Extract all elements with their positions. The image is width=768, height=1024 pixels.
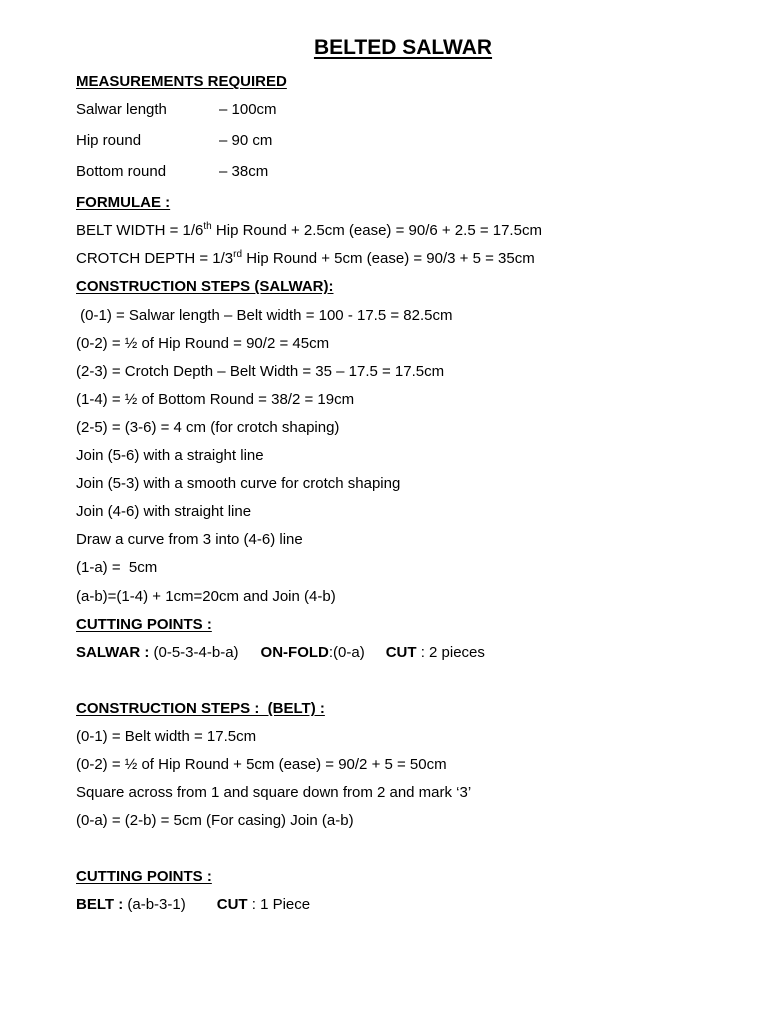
salwar-step: (1-a) = 5cm: [76, 559, 158, 576]
cut-value: : 2 pieces: [416, 644, 485, 661]
belt-step: (0-a) = (2-b) = 5cm (For casing) Join (a-b): [76, 812, 354, 829]
belt-step: Square across from 1 and square down from 2 and mark ‘3’: [76, 784, 472, 801]
salwar-step: Join (5-3) with a smooth curve for crotch shaping: [76, 475, 401, 492]
measurement-row: [76, 100, 277, 120]
measurement-row: [76, 131, 272, 151]
formula-text: BELT WIDTH = 1/6: [76, 222, 204, 239]
measurement-row: [76, 162, 268, 182]
salwar-step: (2-3) = Crotch Depth – Belt Width = 35 – 17.5 = 17.5cm: [76, 363, 445, 380]
cut-label: CUT: [216, 896, 248, 913]
formula-text: Hip Round + 5cm (ease) = 90/3 + 5 = 35cm: [242, 250, 535, 267]
cut-value: (a-b-3-1): [123, 896, 186, 913]
formula-superscript: rd: [233, 249, 243, 260]
cut-value: :(0-a): [328, 644, 365, 661]
formula-text: CROTCH DEPTH = 1/3: [76, 250, 234, 267]
salwar-step: Join (4-6) with straight line: [76, 503, 252, 520]
cut-value: (0-5-3-4-b-a): [149, 644, 239, 661]
crotch-depth-formula: [76, 249, 535, 269]
formula-superscript: th: [203, 221, 212, 232]
belt-width-formula: [76, 221, 542, 241]
salwar-step: (a-b)=(1-4) + 1cm=20cm and Join (4-b): [76, 588, 336, 605]
salwar-step: (0-2) = ½ of Hip Round = 90/2 = 45cm: [76, 335, 330, 352]
salwar-step: (0-1) = Salwar length – Belt width = 100 - 17.5 = 82.5cm: [76, 307, 453, 324]
cut-value: : 1 Piece: [247, 896, 311, 913]
belt-step: (0-1) = Belt width = 17.5cm: [76, 728, 257, 745]
page-title: BELTED SALWAR: [313, 36, 493, 59]
salwar-cutting-heading: CUTTING POINTS :: [76, 616, 212, 633]
measurement-label: Salwar length: [76, 101, 167, 118]
salwar-step: (2-5) = (3-6) = 4 cm (for crotch shaping): [76, 419, 340, 436]
salwar-step: Join (5-6) with a straight line: [76, 447, 264, 464]
belt-cutting-line: [76, 895, 310, 915]
belt-steps-heading: CONSTRUCTION STEPS : (BELT) :: [76, 700, 325, 717]
measurement-label: Hip round: [76, 132, 142, 149]
cut-label: SALWAR :: [76, 644, 150, 661]
formula-text: Hip Round + 2.5cm (ease) = 90/6 + 2.5 = 17.5cm: [211, 222, 542, 239]
salwar-step: (1-4) = ½ of Bottom Round = 38/2 = 19cm: [76, 391, 355, 408]
cut-label: ON-FOLD: [260, 644, 329, 661]
formulae-heading: FORMULAE :: [76, 194, 171, 211]
measurement-value: – 38cm: [219, 163, 269, 180]
measurements-heading: MEASUREMENTS REQUIRED: [76, 73, 287, 90]
belt-cutting-heading: CUTTING POINTS :: [76, 868, 212, 885]
belt-step: (0-2) = ½ of Hip Round + 5cm (ease) = 90/2 + 5 = 50cm: [76, 756, 447, 773]
measurement-value: – 100cm: [219, 101, 277, 118]
measurement-label: Bottom round: [76, 163, 167, 180]
salwar-step: Draw a curve from 3 into (4-6) line: [76, 531, 303, 548]
cut-label: CUT: [385, 644, 417, 661]
measurement-value: – 90 cm: [219, 132, 273, 149]
salwar-cutting-line: [76, 643, 485, 663]
salwar-steps-heading: CONSTRUCTION STEPS (SALWAR):: [76, 278, 334, 295]
cut-label: BELT :: [76, 896, 124, 913]
